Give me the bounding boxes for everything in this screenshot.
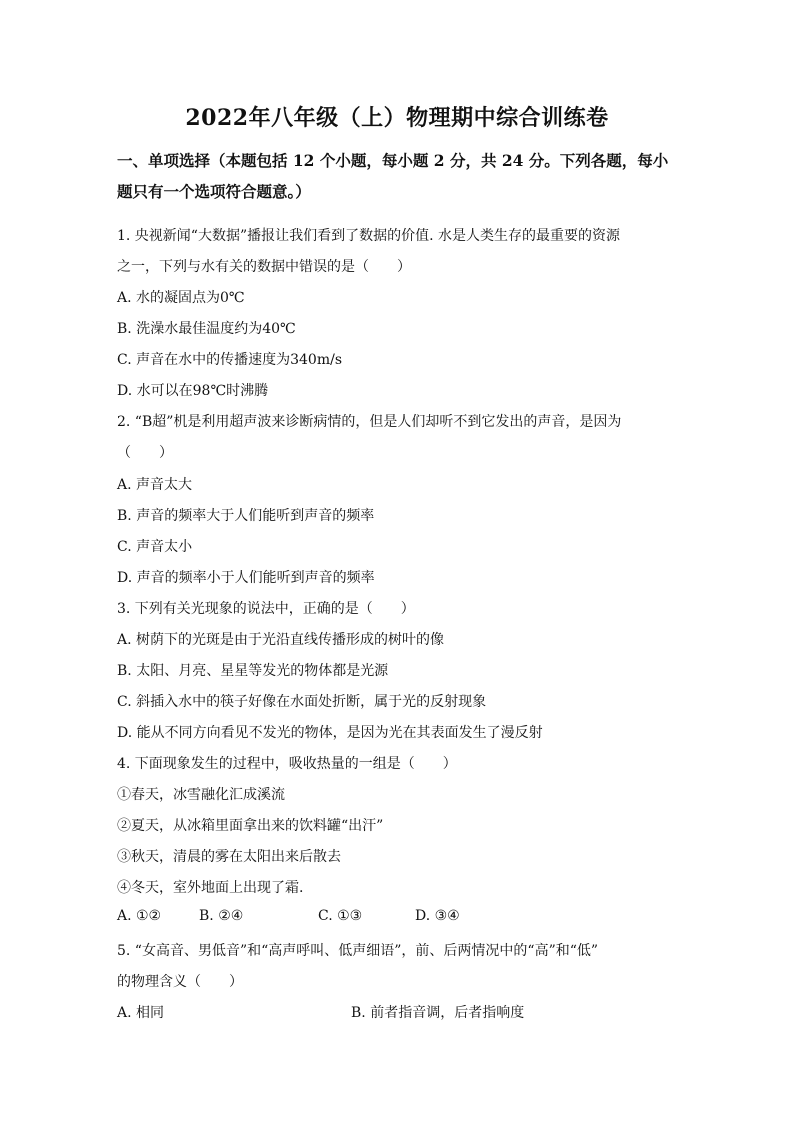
question-2-option-b: B. 声音的频率大于人们能听到声音的频率 (117, 508, 375, 524)
question-4-option-d: D. ③④ (415, 908, 460, 924)
section-heading-line-2: 题只有一个选项符合题意。） (117, 182, 311, 201)
question-2-stem-line-1: 2. “B超”机是利用超声波来诊断病情的，但是人们却听不到它发出的声音，是因为 (117, 414, 622, 430)
question-1-option-a: A. 水的凝固点为0℃ (117, 290, 245, 306)
question-1-option-b: B. 洗澡水最佳温度约为40℃ (117, 321, 296, 337)
question-4-option-b: B. ②④ (199, 908, 244, 924)
question-4-option-c: C. ①③ (318, 908, 363, 924)
section-heading-line-1: 一、单项选择（本题包括 12 个小题，每小题 2 分，共 24 分。下列各题，每小 (117, 151, 669, 170)
question-1-option-c: C. 声音在水中的传播速度为340m/s (117, 352, 343, 368)
question-2-option-c: C. 声音太小 (117, 539, 193, 555)
question-3-option-d: D. 能从不同方向看见不发光的物体，是因为光在其表面发生了漫反射 (117, 725, 543, 741)
question-5-option-a: A. 相同 (117, 1005, 165, 1021)
question-2-stem-line-2: （ ） (117, 445, 173, 461)
page-title: 2022年八年级（上）物理期中综合训练卷 (185, 105, 609, 131)
question-1-option-d: D. 水可以在98℃时沸腾 (117, 383, 269, 399)
question-3-option-a: A. 树荫下的光斑是由于光沿直线传播形成的树叶的像 (117, 632, 445, 648)
question-5-stem-line-2: 的物理含义（ ） (117, 974, 243, 990)
question-1-stem-line-1: 1. 央视新闻“大数据”播报让我们看到了数据的价值. 水是人类生存的最重要的资源 (117, 228, 621, 244)
question-4-statement-2: ②夏天，从冰箱里面拿出来的饮料罐“出汗” (117, 818, 384, 834)
question-4-statement-1: ①春天，冰雪融化汇成溪流 (117, 787, 285, 803)
question-4-option-a: A. ①② (117, 908, 162, 924)
question-4-stem-line-1: 4. 下面现象发生的过程中，吸收热量的一组是（ ） (117, 756, 457, 772)
question-3-stem-line-1: 3. 下列有关光现象的说法中，正确的是（ ） (117, 601, 415, 617)
question-1-stem-line-2: 之一，下列与水有关的数据中错误的是（ ） (117, 259, 411, 275)
question-5-option-b: B. 前者指音调，后者指响度 (351, 1005, 525, 1021)
question-4-statement-4: ④冬天，室外地面上出现了霜. (117, 880, 304, 896)
question-3-option-c: C. 斜插入水中的筷子好像在水面处折断，属于光的反射现象 (117, 694, 487, 710)
question-3-option-b: B. 太阳、月亮、星星等发光的物体都是光源 (117, 663, 389, 679)
question-2-option-a: A. 声音太大 (117, 477, 193, 493)
question-4-statement-3: ③秋天，清晨的雾在太阳出来后散去 (117, 849, 341, 865)
question-5-stem-line-1: 5. “女高音、男低音”和“高声呼叫、低声细语”，前、后两情况中的“高”和“低” (117, 943, 599, 959)
question-2-option-d: D. 声音的频率小于人们能听到声音的频率 (117, 570, 375, 586)
